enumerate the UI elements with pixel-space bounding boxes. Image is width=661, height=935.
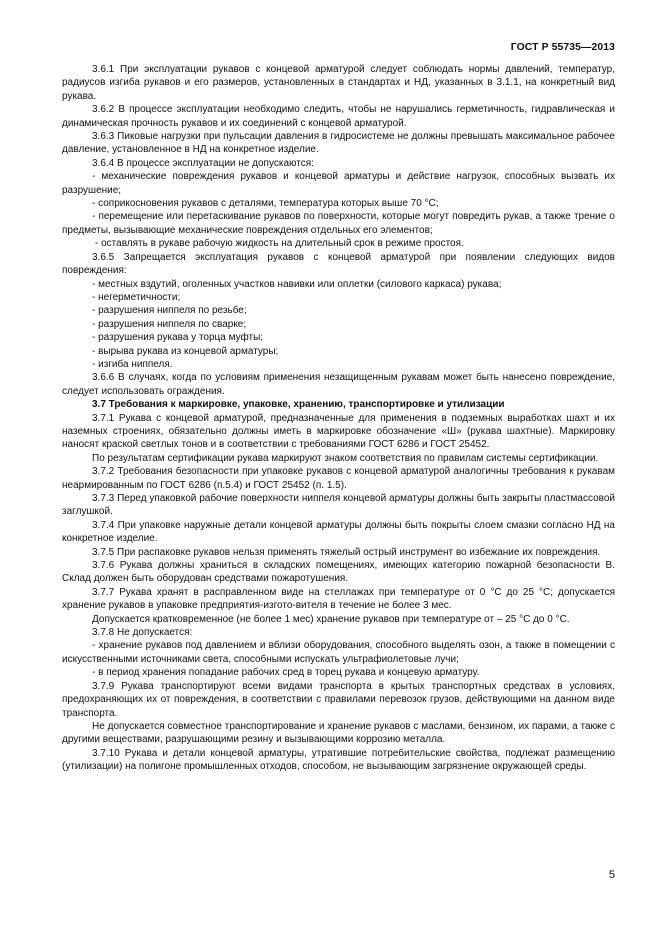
list-item: - разрушения ниппеля по сварке; <box>92 318 247 330</box>
paragraph-3-7-3: 3.7.3 Перед упаковкой рабочие поверхности ниппеля концевой арматуры должны быть закрыты пластмассовой заглушкой. <box>62 493 615 518</box>
paragraph-3-6-4: 3.6.4 В процессе эксплуатации не допускаются: <box>92 157 314 169</box>
list-item: - вырыва рукава из концевой арматуры; <box>92 345 279 357</box>
paragraph-3-7-8: 3.7.8 Не допускается: <box>92 627 193 639</box>
paragraph-3-6-3: 3.6.3 Пиковые нагрузки при пульсации давления в гидросистеме не должны превышать максимальное рабочее давление, установленное в НД на конкретное изделие. <box>62 131 615 156</box>
section-title-3-7: 3.7 Требования к маркировке, упаковке, хранению, транспортировке и утилизации <box>92 399 505 411</box>
paragraph-3-6-6: 3.6.6 В случаях, когда по условиям применения незащищенным рукавам может быть нанесено повреждение, следует использовать ограждения. <box>62 372 615 397</box>
list-item: - разрушения ниппеля по резьбе; <box>92 305 247 317</box>
paragraph-certification: По результатам сертификации рукава маркируют знаком соответствия по правилам системы сертификации. <box>92 452 599 464</box>
list-item: - в период хранения попадание рабочих сред в торец рукава и концевую арматуру. <box>92 667 480 679</box>
paragraph-3-7-4: 3.7.4 При упаковке наружные детали концевой арматуры должны быть покрыты слоем смазки согласно НД на конкретное изделие. <box>62 519 615 545</box>
paragraph-3-6-5: 3.6.5 Запрещается эксплуатация рукавов с концевой арматурой при появлении следующих видов повреждения: <box>62 251 615 277</box>
list-item: - изгиба ниппеля. <box>92 358 173 370</box>
page-number: 5 <box>608 869 615 881</box>
paragraph-3-7-9: 3.7.9 Рукава транспортируют всеми видами транспорта в крытых транспортных средствах в условиях, предохраняющих их от повреждения, в соответствии с правилами перевозок грузов, действующими на данном виде транспорта. <box>62 680 615 719</box>
list-item: - соприкосновения рукавов с деталями, температура которых выше 70 °С; <box>92 198 439 210</box>
list-item: - хранение рукавов под давлением и вблизи оборудования, способного выделять озон, а также в помещении с искусственными источниками света, способными испускать ультрафиолетовые лучи; <box>62 640 615 665</box>
document-header: ГОСТ Р 55735—2013 <box>510 42 615 53</box>
paragraph-transport-restriction: Не допускается совместное транспортирование и хранение рукавов с маслами, бензином, их парами, а также с другими веществами, разрушающими резину и вызывающими коррозию металла. <box>62 720 615 746</box>
paragraph-short-storage: Допускается кратковременное (не более 1 мес) хранение рукавов при температуре от – 25 °С до 0 °С. <box>92 613 570 625</box>
document-body <box>62 63 615 774</box>
list-item: - разрушения рукава у торца муфты; <box>92 332 264 344</box>
paragraph-3-6-1: 3.6.1 При эксплуатации рукавов с концевой арматурой следует соблюдать нормы давлений, температур, радиусов изгиба рукавов и его размеров, установленных в стандартах и НД, указанных в 3.1.1, на конкретный вид рукава. <box>62 64 615 102</box>
paragraph-3-7-2: 3.7.2 Требования безопасности при упаковке рукавов с концевой арматурой аналогичны требования к рукавам неармированным по ГОСТ 6286 (п.5.4) и ГОСТ 25452 (п. 1.5). <box>62 466 615 491</box>
paragraph-3-7-10: 3.7.10 Рукава и детали концевой арматуры, утратившие потребительские свойства, подлежат размещению (утилизации) на полигоне промышленных отходов, способом, не вызывающим загрязнение окружающей среды. <box>62 747 615 773</box>
paragraph-3-7-7: 3.7.7 Рукава хранят в расправленном виде на стеллажах при температуре от 0 °С до 25 °С; допускается хранение рукавов в упаковке предприятия-изгото-вителя в течение не более 3 мес. <box>62 586 615 612</box>
list-item: - перемещение или перетаскивание рукавов по поверхности, которые могут повредить рукав, а также трение о предметы, вызывающие механические повреждения отдельных его элементов; <box>62 211 615 236</box>
paragraph-3-7-1: 3.7.1 Рукава с концевой арматурой, предназначенные для применения в подземных выработках шахт и их наземных строениях, обязательно должны иметь в маркировке обозначение «Ш» (рукава шахтные). Маркировку наносят краской светлых тонов и в соответствии с требованиями ГОСТ 6286 и ГОСТ 25452. <box>62 412 615 451</box>
paragraph-3-6-2: 3.6.2 В процессе эксплуатации необходимо следить, чтобы не нарушались герметичность, гидравлическая и динамическая прочность рукавов и их соединений с концевой арматурой. <box>62 104 615 129</box>
list-item: - местных вздутий, оголенных участков навивки или оплетки (силового каркаса) рукава; <box>92 278 502 290</box>
list-item: - оставлять в рукаве рабочую жидкость на длительный срок в режиме простоя. <box>95 238 464 250</box>
paragraph-3-7-6: 3.7.6 Рукава должны храниться в складских помещениях, имеющих категорию пожарной безопасности В. Склад должен быть оборудован средствами пожаротушения. <box>62 560 615 585</box>
list-item: - негерметичности; <box>92 291 181 303</box>
list-item: - механические повреждения рукавов и концевой арматуры и действие нагрузок, способных вызвать их разрушение; <box>62 171 615 196</box>
paragraph-3-7-5: 3.7.5 При распаковке рукавов нельзя применять тяжелый острый инструмент во избежание их повреждения. <box>92 546 601 558</box>
